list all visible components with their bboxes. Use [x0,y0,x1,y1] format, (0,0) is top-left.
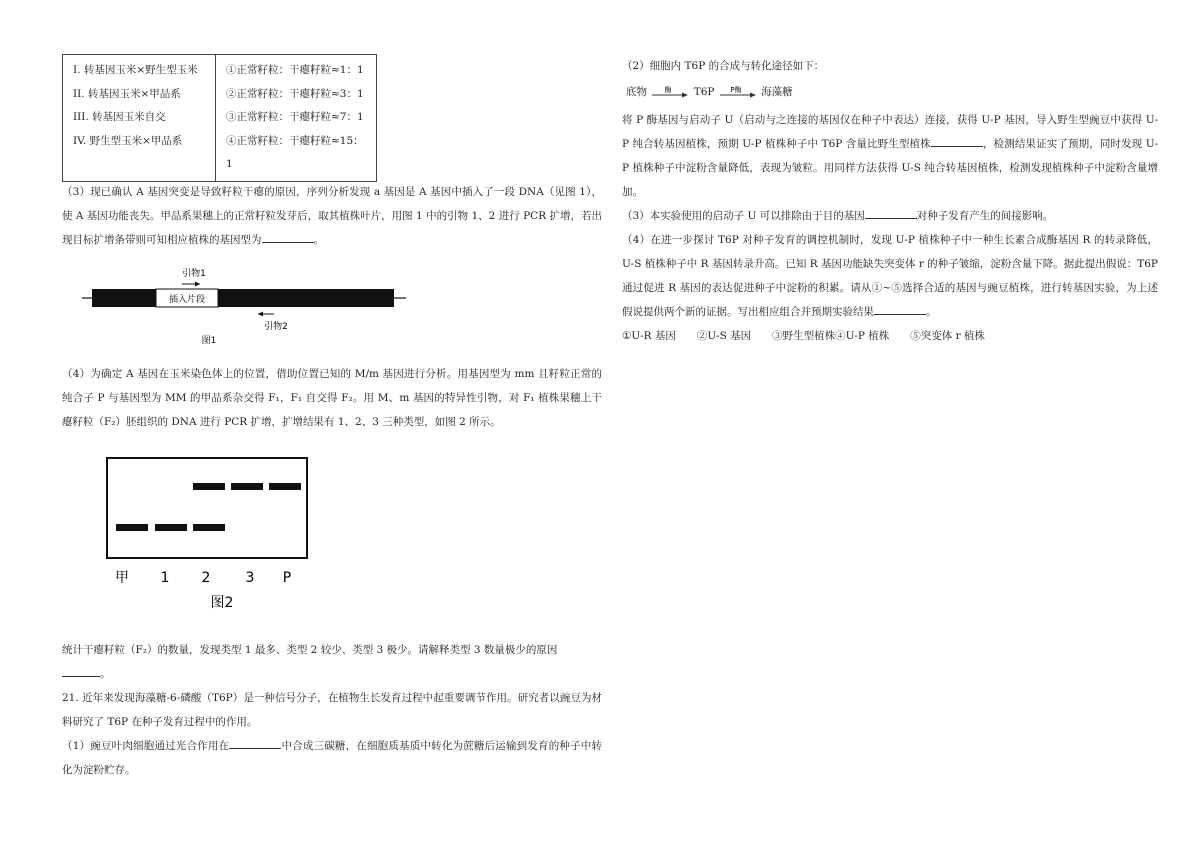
question-3 [62,180,602,252]
answer-blank[interactable] [865,208,917,219]
pathway-arrow-2 [718,85,758,99]
primer-2-arrowhead [258,312,263,317]
lane-label: 3 [245,570,255,586]
question-3-text [62,180,602,252]
answer-blank[interactable] [229,738,281,749]
part-4-text-a: （4）在进一步探讨 T6P 对种子发育的调控机制时，发现 U-P 植株种子中一种生长素合成酶基因 R 的转录降低，U-S 植株种子中 R 基因转录升高。已知 R 基因功能缺失突变体 r 的种子皱缩，淀粉含量下降。据此提出假说：T6P 通过促进 R 基因的表达促进种子中淀粉的积累。请从①~⑤选择合适的基因与豌豆植株，进行转基因实验，为上述假说提供两个新的证据。写出相应组合并预期实验结果 [622,234,1158,318]
cross-item: III. 转基因玉米自交 [73,111,166,123]
question-4b [62,638,602,686]
answer-blank[interactable] [62,666,100,677]
pathway-arrow-1 [650,85,690,99]
part-4-options: ①U-R 基因 ②U-S 基因 ③野生型植株④U-P 植株 ⑤突变体 r 植株 [622,330,985,342]
figure-1-caption: 图1 [201,336,217,346]
answer-blank[interactable] [874,304,926,315]
part-2-title: （2）细胞内 T6P 的合成与转化途径如下： [622,60,825,72]
part-4 [622,228,1158,324]
cross-item: I. 转基因玉米×野生型玉米 [73,64,198,76]
figure-1 [76,262,416,346]
question-3-body: （3）现已确认 A 基因突变是导致籽粒干瘪的原因，序列分析发现 a 基因是 A 基因中插入了一段 DNA（见图 1），使 A 基因功能丧失。甲品系果穗上的正常籽粒发芽后，取其植株叶片，用图 1 中的引物 1、2 进行 PCR 扩增，若出现目标扩增条带则可知相应植株的基因型为 [62,186,602,246]
lane-label: 1 [160,570,170,586]
question-21 [62,686,602,782]
part-1-text-b: 中合成三碳糖，在细胞质基质中转化为蔗糖后运输到发育的种子中转化为淀粉贮存。 [62,740,602,776]
lane-label: 2 [201,570,211,586]
lane-label: 甲 [115,570,129,586]
primer-2-label: 引物2 [264,322,288,332]
question-21-intro: 21. 近年来发现海藻糖-6-磷酸（T6P）是一种信号分子，在植物生长发育过程中起重要调节作用。研究者以豌豆为材料研究了 T6P 在种子发育过程中的作用。 [62,692,602,728]
answer-blank[interactable] [931,136,983,147]
cross-item: IV. 野生型玉米×甲品系 [73,134,183,147]
figure-2-caption: 图2 [210,595,234,611]
result-list [216,55,377,182]
primer-1-label: 引物1 [182,269,206,279]
band-lane-3-m [193,524,225,531]
enzyme-label: P酶 [730,86,742,94]
band-lane-5-upper [269,483,301,490]
band-lane-2-m [155,524,187,531]
part-2-text-a: 将 P 酶基因与启动子 U（启动与之连接的基因仅在种子中表达）连接，获得 U-P 基因，导入野生型豌豆中获得 U-P 纯合转基因植株，预期 U-P 植株种子中 T6P 含量比野生型植株 [622,114,1158,150]
result-item: ③正常籽粒：干瘪籽粒≈7：1 [226,111,364,123]
question-3-end: 。 [313,234,324,246]
enzyme-label: 酶 [664,86,672,94]
part-2-text-b: ，检测结果证实了预期，同时发现 U-P 植株种子中淀粉含量降低，表现为皱粒。用同样方法获得 U-S 纯合转基因植株，检测发现植株种子中淀粉含量增加。 [622,138,1158,198]
question-4b-body: 统计干瘪籽粒（F₂）的数量，发现类型 1 最多、类型 2 较少、类型 3 极少。请解释类型 3 数量极少的原因 [62,644,558,656]
question-21-part-1 [62,734,602,782]
result-item: ②正常籽粒：干瘪籽粒≈3：1 [226,87,364,100]
part-2-body [622,108,1158,204]
question-4b-end: 。 [100,668,111,680]
insert-label: 插入片段 [168,295,206,305]
part-3 [622,204,1158,228]
question-4b-text [62,638,602,686]
question-4-text: （4）为确定 A 基因在玉米染色体上的位置，借助位置已知的 M/m 基因进行分析。用基因型为 mm 且籽粒正常的纯合子 P 与基因型为 MM 的甲品系杂交得 F₁，F₁ 自交得 F₂。用 M、m 基因的特异性引物，对 F₁ 植株果穗上干瘪籽粒（F₂）胚组织的 DNA 进行 PCR 扩增，扩增结果有 1、2、3 三种类型，如图 2 所示。 [62,368,602,428]
result-item: ④正常籽粒：干瘪籽粒≈15：1 [226,134,364,170]
pathway-t6p: T6P [693,86,715,98]
part-3-text-a: （3）本实验使用的启动子 U 可以排除由于目的基因 [622,210,865,222]
band-lane-1-m [116,524,148,531]
part-3-text-b: 对种子发育产生的间接影响。 [916,210,1054,222]
gel-frame [107,458,307,558]
gene-segment-right [218,289,394,307]
pathway-substrate: 底物 [626,86,647,98]
part-1-text-a: （1）豌豆叶肉细胞通过光合作用在 [62,740,230,752]
part-4-text-b: 。 [926,306,937,318]
pathway-trehalose: 海藻糖 [761,86,793,98]
right-column [622,54,1158,78]
primer-1-arrowhead [195,282,200,287]
answer-blank[interactable] [262,232,314,243]
t6p-pathway [626,84,793,99]
right-column-body [622,108,1158,348]
figure-2 [104,452,324,612]
band-lane-4-upper [231,483,263,490]
gene-segment-left [92,289,156,307]
lane-label: P [282,570,292,586]
cross-table [62,54,377,182]
cross-list [63,55,216,182]
result-item: ①正常籽粒：干瘪籽粒≈1：1 [226,64,364,76]
question-4 [62,362,602,434]
band-lane-3-upper [193,483,225,490]
cross-item: II. 转基因玉米×甲品系 [73,87,181,100]
